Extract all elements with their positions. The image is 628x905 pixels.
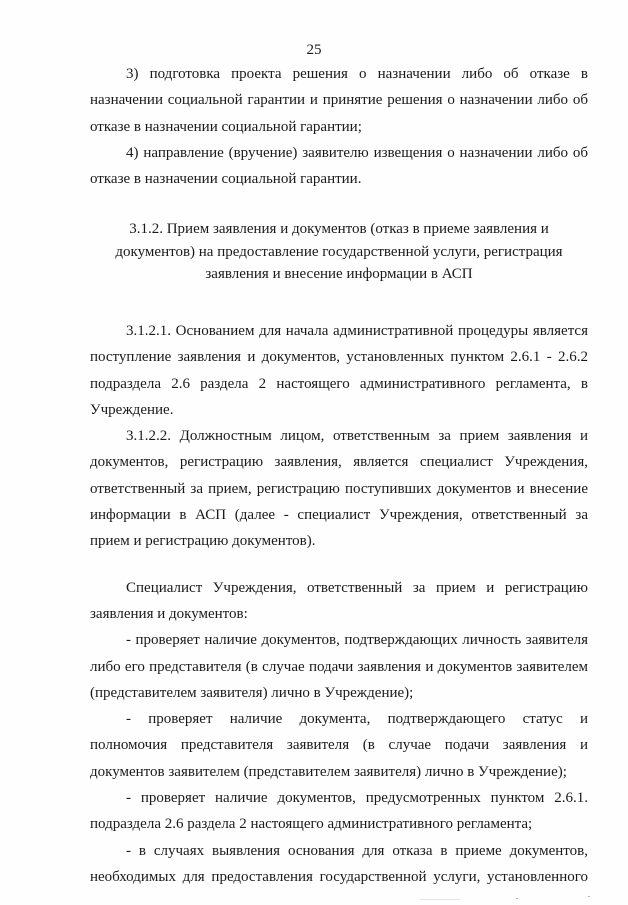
section-heading: 3.1.2. Прием заявления и документов (отказ в приеме заявления и документов) на предоставление государственной услуги, регистрация заявления и внесение информации в АСП bbox=[115, 221, 563, 283]
scan-speck bbox=[420, 899, 460, 900]
paragraph-item-4: 4) направление (вручение) заявителю извещения о назначении либо об отказе в назначении социальной гарантии. bbox=[90, 144, 588, 188]
specialist-intro-paragraph: Специалист Учреждения, ответственный за прием и регистрацию заявления и документов: bbox=[90, 579, 588, 622]
list-item-identity-check: - проверяет наличие документов, подтверждающих личность заявителя либо его представителя (в случае подачи заявления и документов заявителем (представителем заявителя) лично в Учреждение); bbox=[90, 632, 588, 701]
list-item-documents-check: - проверяет наличие документов, предусмотренных пунктом 2.6.1. подраздела 2.6 раздела 2 настоящего административного регламента; bbox=[90, 790, 588, 833]
document-body bbox=[90, 61, 588, 890]
list-item-authority-check: - проверяет наличие документа, подтверждающего статус и полномочия представителя заявителя (в случае подачи заявления и документов заявителем (представителем заявителя) лично в Учреждение); bbox=[90, 711, 588, 780]
paragraph-item-3: 3) подготовка проекта решения о назначении либо об отказе в назначении социальной гарантии и принятие решения о назначении либо об отказе в назначении социальной гарантии; bbox=[90, 66, 588, 135]
paragraph-3-1-2-1: 3.1.2.1. Основанием для начала административной процедуры является поступление заявления и документов, установленных пунктом 2.6.1 - 2.6.2 подраздела 2.6 раздела 2 настоящего административного регламента, в Учреждение. bbox=[90, 322, 588, 418]
scan-speck bbox=[516, 898, 518, 899]
scan-speck bbox=[588, 896, 590, 897]
list-item-refusal-grounds: - в случаях выявления основания для отказа в приеме документов, необходимых для предоставления государственной услуги, установленного bbox=[90, 842, 588, 885]
page-number: 25 bbox=[306, 42, 322, 58]
paragraph-3-1-2-2: 3.1.2.2. Должностным лицом, ответственным за прием заявления и документов, регистрацию заявления, является специалист Учреждения, ответственный за прием, регистрацию поступивших документов и внесение информации в АСП (далее - специалист Учреждения, ответственный за прием и регистрацию документов). bbox=[90, 428, 588, 550]
